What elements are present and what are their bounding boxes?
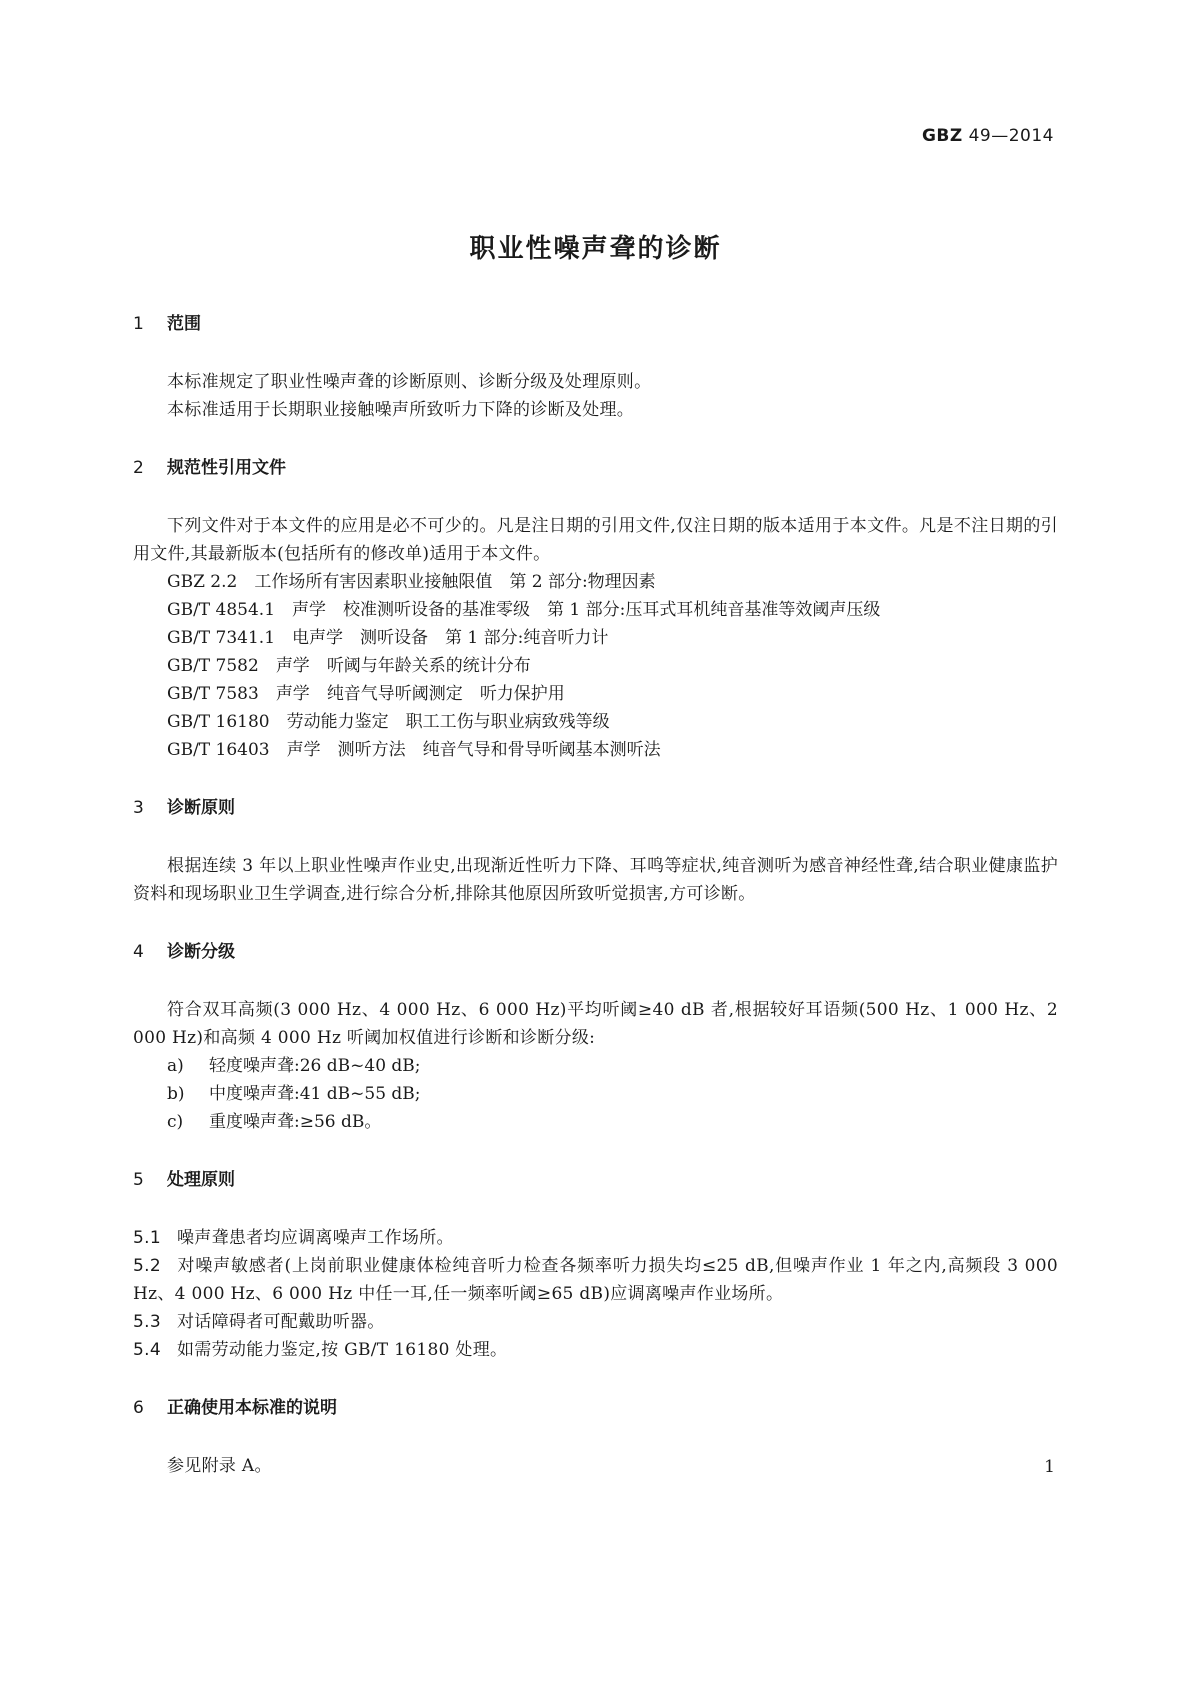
section-heading-scope <box>133 310 1058 338</box>
reference-title: 劳动能力鉴定 <box>286 712 389 732</box>
reference-code: GB/T 7582 <box>167 656 259 676</box>
reference-title: 声学 <box>275 684 310 704</box>
reference-title: 声学 <box>292 600 327 620</box>
page-title: 职业性噪声聋的诊断 <box>469 234 722 264</box>
reference-title: 听阈与年龄关系的统计分布 <box>326 656 531 676</box>
clause-text: 如需劳动能力鉴定,按 GB/T 16180 处理。 <box>177 1340 508 1360</box>
section-number: 6 <box>133 1398 144 1418</box>
list-text: 中度噪声聋:41 dB~55 dB; <box>209 1084 421 1104</box>
reference-title: 测听设备 <box>360 628 429 648</box>
list-text: 重度噪声聋:≥56 dB。 <box>209 1112 382 1132</box>
clause <box>133 1336 1058 1364</box>
reference-code: GB/T 16403 <box>167 740 270 760</box>
paragraph: 根据连续 3 年以上职业性噪声作业史,出现渐近性听力下降、耳鸣等症状,纯音测听为感音神经性聋,结合职业健康监护资料和现场职业卫生学调查,进行综合分析,排除其他原因所致听觉损害,方可诊断。 <box>133 856 1058 904</box>
reference-title: 纯音气导听阈测定 <box>326 684 463 704</box>
document-body <box>133 310 1058 1480</box>
reference-title: 第 1 部分:纯音听力计 <box>445 628 609 648</box>
reference-item <box>133 736 1058 764</box>
reference-item <box>133 596 1058 624</box>
reference-title: 电声学 <box>292 628 344 648</box>
reference-title: 工作场所有害因素职业接触限值 <box>254 572 493 592</box>
reference-title: 校准测听设备的基准零级 <box>343 600 531 620</box>
section-number: 4 <box>133 942 144 962</box>
clause-number: 5.2 <box>133 1256 161 1276</box>
reference-title: 听力保护用 <box>479 684 565 704</box>
list-item <box>133 1052 1058 1080</box>
reference-item <box>133 652 1058 680</box>
reference-title: 声学 <box>286 740 321 760</box>
section-heading-grading <box>133 938 1058 966</box>
standard-code-number: 49—2014 <box>962 126 1054 146</box>
section-title: 诊断原则 <box>167 798 235 818</box>
section-heading-principles <box>133 794 1058 822</box>
paragraph: 符合双耳高频(3 000 Hz、4 000 Hz、6 000 Hz)平均听阈≥40 dB 者,根据较好耳语频(500 Hz、1 000 Hz、2 000 Hz)和高频 4 000 Hz 听阈加权值进行诊断和诊断分级: <box>133 1000 1058 1048</box>
reference-code: GB/T 4854.1 <box>167 600 276 620</box>
reference-item <box>133 708 1058 736</box>
reference-title: 声学 <box>275 656 310 676</box>
reference-code: GB/T 7583 <box>167 684 259 704</box>
list-item <box>133 1108 1058 1136</box>
section-title: 处理原则 <box>167 1170 235 1190</box>
section-heading-usage-note <box>133 1394 1058 1422</box>
section-number: 3 <box>133 798 144 818</box>
list-marker: b) <box>167 1084 185 1104</box>
standard-code <box>922 126 1054 146</box>
list-text: 轻度噪声聋:26 dB~40 dB; <box>209 1056 421 1076</box>
clause <box>133 1224 1058 1252</box>
section-number: 5 <box>133 1170 144 1190</box>
clause-number: 5.3 <box>133 1312 161 1332</box>
clause-number: 5.1 <box>133 1228 161 1248</box>
paragraph: 本标准适用于长期职业接触噪声所致听力下降的诊断及处理。 <box>167 400 635 420</box>
reference-title: 第 1 部分:压耳式耳机纯音基准等效阈声压级 <box>547 600 881 620</box>
reference-code: GB/T 7341.1 <box>167 628 276 648</box>
section-title: 诊断分级 <box>167 942 235 962</box>
standard-code-prefix: GBZ <box>921 126 963 146</box>
page-number: 1 <box>1044 1457 1055 1477</box>
reference-item <box>133 624 1058 652</box>
reference-item <box>133 568 1058 596</box>
reference-title: 第 2 部分:物理因素 <box>509 572 656 592</box>
reference-code: GBZ 2.2 <box>167 572 238 592</box>
clause-text: 噪声聋患者均应调离噪声工作场所。 <box>177 1228 454 1248</box>
reference-title: 职工工伤与职业病致残等级 <box>405 712 610 732</box>
section-number: 1 <box>133 314 144 334</box>
list-marker: c) <box>167 1112 184 1132</box>
paragraph: 参见附录 A。 <box>167 1456 272 1476</box>
paragraph: 下列文件对于本文件的应用是必不可少的。凡是注日期的引用文件,仅注日期的版本适用于本文件。凡是不注日期的引用文件,其最新版本(包括所有的修改单)适用于本文件。 <box>133 516 1058 564</box>
clause-text: 对话障碍者可配戴助听器。 <box>177 1312 385 1332</box>
reference-code: GB/T 16180 <box>167 712 270 732</box>
list-marker: a) <box>167 1056 184 1076</box>
reference-title: 测听方法 <box>337 740 406 760</box>
section-heading-handling <box>133 1166 1058 1194</box>
section-heading-references <box>133 454 1058 482</box>
clause <box>133 1308 1058 1336</box>
clause-number: 5.4 <box>133 1340 161 1360</box>
clause-text: 对噪声敏感者(上岗前职业健康体检纯音听力检查各频率听力损失均≤25 dB,但噪声作业 1 年之内,高频段 3 000 Hz、4 000 Hz、6 000 Hz 中任一耳,任一频率听阈≥65 dB)应调离噪声作业场所。 <box>133 1256 1058 1304</box>
reference-title: 纯音气导和骨导听阈基本测听法 <box>422 740 661 760</box>
section-title: 范围 <box>167 314 201 334</box>
section-title: 规范性引用文件 <box>167 458 286 478</box>
section-title: 正确使用本标准的说明 <box>167 1398 337 1418</box>
list-item <box>133 1080 1058 1108</box>
section-number: 2 <box>133 458 144 478</box>
reference-item <box>133 680 1058 708</box>
paragraph: 本标准规定了职业性噪声聋的诊断原则、诊断分级及处理原则。 <box>167 372 652 392</box>
clause <box>133 1252 1058 1308</box>
